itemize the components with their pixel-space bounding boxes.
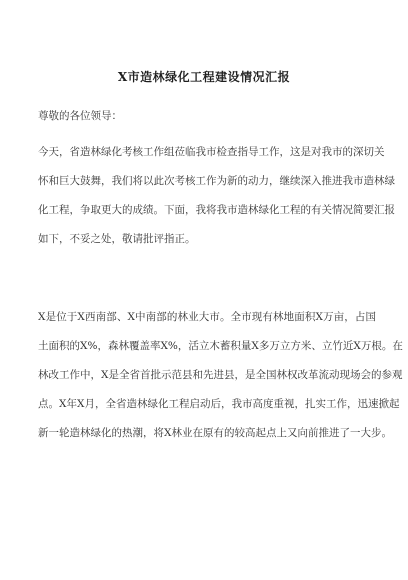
paragraph-line: 化工程，争取更大的成绩。下面，我将我市造林绿化工程的有关情况简要汇报 [38, 204, 395, 216]
paragraph-line: 林改工作中，X是全省首批示范县和先进县，是全国林权改革流动现场会的参观 [38, 369, 403, 381]
document-title: X市造林绿化工程建设情况汇报 [117, 70, 291, 84]
paragraph-line: 今天，省造林绿化考核工作组莅临我市检查指导工作，这是对我市的深切关 [38, 146, 385, 158]
paragraph-2 [38, 303, 403, 448]
paragraph-line: 点。X年X月，全省造林绿化工程启动后，我市高度重视，扎实工作，迅速掀起 [38, 398, 400, 410]
paragraph-line: 怀和巨大鼓舞，我们将以此次考核工作为新的动力，继续深入推进我市造林绿 [38, 175, 395, 187]
paragraph-line: 如下，不妥之处，敬请批评指正。 [38, 233, 196, 245]
paragraph-line: 土面积的X%，森林覆盖率X%，活立木蓄积量X多万立方米、立竹近X万根。在 [38, 340, 403, 352]
paragraph-line: 新一轮造林绿化的热潮，将X林业在原有的较高起点上又向前推进了一大步。 [38, 427, 392, 439]
paragraph-line: X是位于X西南部、X中南部的林业大市。全市现有林地面积X万亩，占国 [38, 311, 376, 323]
salutation: 尊敬的各位领导： [38, 110, 122, 122]
paragraph-1 [38, 138, 395, 254]
